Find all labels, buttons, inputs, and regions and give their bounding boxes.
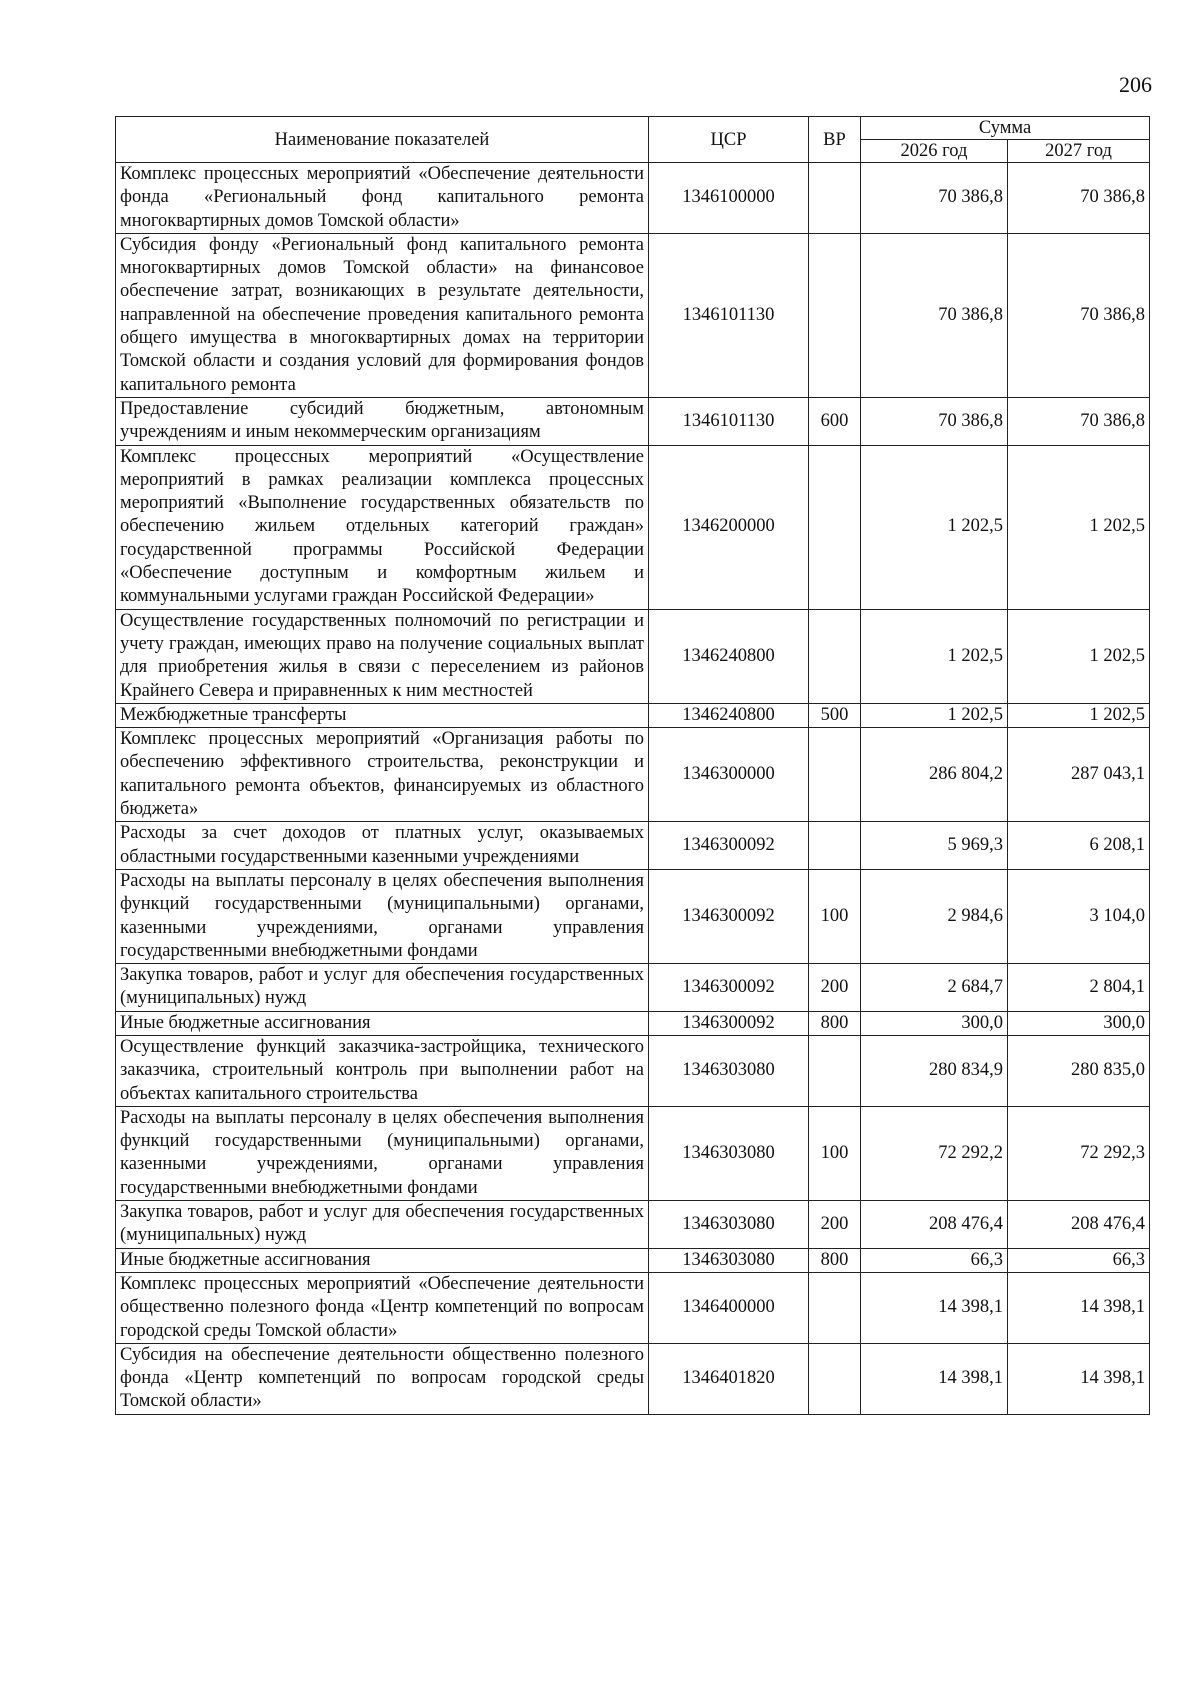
row-vr bbox=[809, 445, 861, 609]
header-sum: Сумма bbox=[861, 117, 1150, 140]
row-sum-2026: 72 292,2 bbox=[861, 1106, 1008, 1200]
row-vr bbox=[809, 163, 861, 234]
row-sum-2027: 300,0 bbox=[1008, 1011, 1150, 1035]
row-vr bbox=[809, 1343, 861, 1414]
row-sum-2026: 300,0 bbox=[861, 1011, 1008, 1035]
table-row bbox=[116, 163, 1150, 234]
row-vr bbox=[809, 609, 861, 703]
row-sum-2026: 280 834,9 bbox=[861, 1035, 1008, 1106]
row-sum-2026: 2 984,6 bbox=[861, 869, 1008, 963]
row-sum-2027: 70 386,8 bbox=[1008, 163, 1150, 234]
row-name: Расходы на выплаты персоналу в целях обеспечения выполнения функций государственными (муниципальными) органами, казенными учреждениями, органами управления государственными внебюджетными фондами bbox=[116, 869, 649, 963]
row-name: Закупка товаров, работ и услуг для обеспечения государственных (муниципальных) нужд bbox=[116, 964, 649, 1012]
row-sum-2026: 1 202,5 bbox=[861, 609, 1008, 703]
row-sum-2026: 2 684,7 bbox=[861, 964, 1008, 1012]
table-row bbox=[116, 233, 1150, 397]
row-csr: 1346300092 bbox=[649, 1011, 809, 1035]
row-vr: 100 bbox=[809, 1106, 861, 1200]
row-csr: 1346303080 bbox=[649, 1106, 809, 1200]
row-csr: 1346200000 bbox=[649, 445, 809, 609]
row-sum-2026: 66,3 bbox=[861, 1248, 1008, 1272]
table-row bbox=[116, 822, 1150, 870]
row-sum-2026: 70 386,8 bbox=[861, 233, 1008, 397]
table-row bbox=[116, 1272, 1150, 1343]
row-csr: 1346401820 bbox=[649, 1343, 809, 1414]
table-row bbox=[116, 1248, 1150, 1272]
row-name: Осуществление функций заказчика-застройщика, технического заказчика, строительный контроль при выполнении работ на объектах капитального строительства bbox=[116, 1035, 649, 1106]
header-year-2026: 2026 год bbox=[861, 140, 1008, 163]
row-name: Осуществление государственных полномочий по регистрации и учету граждан, имеющих право на получение социальных выплат для приобретения жилья в связи с переселением из районов Крайнего Севера и приравненных к ним местностей bbox=[116, 609, 649, 703]
row-name: Субсидия на обеспечение деятельности общественно полезного фонда «Центр компетенций по вопросам городской среды Томской области» bbox=[116, 1343, 649, 1414]
table-row bbox=[116, 609, 1150, 703]
table-row bbox=[116, 1201, 1150, 1249]
row-sum-2026: 1 202,5 bbox=[861, 445, 1008, 609]
row-sum-2027: 1 202,5 bbox=[1008, 445, 1150, 609]
row-csr: 1346400000 bbox=[649, 1272, 809, 1343]
row-sum-2026: 286 804,2 bbox=[861, 728, 1008, 822]
row-vr: 200 bbox=[809, 1201, 861, 1249]
row-name: Межбюджетные трансферты bbox=[116, 703, 649, 727]
row-sum-2027: 3 104,0 bbox=[1008, 869, 1150, 963]
row-csr: 1346303080 bbox=[649, 1201, 809, 1249]
table-row bbox=[116, 869, 1150, 963]
row-sum-2027: 70 386,8 bbox=[1008, 233, 1150, 397]
table-row bbox=[116, 703, 1150, 727]
row-csr: 1346300092 bbox=[649, 822, 809, 870]
row-name: Расходы на выплаты персоналу в целях обеспечения выполнения функций государственными (муниципальными) органами, казенными учреждениями, органами управления государственными внебюджетными фондами bbox=[116, 1106, 649, 1200]
row-vr: 600 bbox=[809, 397, 861, 445]
table-row bbox=[116, 1035, 1150, 1106]
row-csr: 1346240800 bbox=[649, 609, 809, 703]
row-sum-2026: 208 476,4 bbox=[861, 1201, 1008, 1249]
row-sum-2026: 1 202,5 bbox=[861, 703, 1008, 727]
header-name: Наименование показателей bbox=[116, 117, 649, 163]
row-name: Иные бюджетные ассигнования bbox=[116, 1011, 649, 1035]
row-vr bbox=[809, 233, 861, 397]
row-name: Комплекс процессных мероприятий «Осуществление мероприятий в рамках реализации комплекса процессных мероприятий «Выполнение государственных обязательств по обеспечению жильем отдельных категорий граждан» государственной программы Российской Федерации «Обеспечение доступным и комфортным жильем и коммунальными услугами граждан Российской Федерации» bbox=[116, 445, 649, 609]
row-sum-2027: 66,3 bbox=[1008, 1248, 1150, 1272]
row-sum-2027: 14 398,1 bbox=[1008, 1343, 1150, 1414]
page-number: 206 bbox=[1119, 72, 1152, 97]
row-name: Расходы за счет доходов от платных услуг, оказываемых областными государственными казенными учреждениями bbox=[116, 822, 649, 870]
budget-table bbox=[115, 116, 1150, 1415]
table-row bbox=[116, 397, 1150, 445]
row-sum-2027: 1 202,5 bbox=[1008, 703, 1150, 727]
row-sum-2027: 1 202,5 bbox=[1008, 609, 1150, 703]
row-sum-2026: 14 398,1 bbox=[861, 1272, 1008, 1343]
row-csr: 1346300092 bbox=[649, 964, 809, 1012]
table-row bbox=[116, 445, 1150, 609]
row-name: Комплекс процессных мероприятий «Организация работы по обеспечению эффективного строительства, реконструкции и капитального ремонта объектов, финансируемых из областного бюджета» bbox=[116, 728, 649, 822]
row-name: Иные бюджетные ассигнования bbox=[116, 1248, 649, 1272]
row-sum-2027: 208 476,4 bbox=[1008, 1201, 1150, 1249]
header-csr: ЦСР bbox=[649, 117, 809, 163]
row-vr bbox=[809, 1272, 861, 1343]
table-header bbox=[116, 117, 1150, 163]
row-name: Субсидия фонду «Региональный фонд капитального ремонта многоквартирных домов Томской области» на финансовое обеспечение затрат, возникающих в результате деятельности, направленной на обеспечение проведения капитального ремонта общего имущества в многоквартирных домах на территории Томской области и создания условий для формирования фондов капитального ремонта bbox=[116, 233, 649, 397]
row-vr: 200 bbox=[809, 964, 861, 1012]
row-name: Комплекс процессных мероприятий «Обеспечение деятельности фонда «Региональный фонд капитального ремонта многоквартирных домов Томской области» bbox=[116, 163, 649, 234]
row-csr: 1346240800 bbox=[649, 703, 809, 727]
table-body bbox=[116, 163, 1150, 1415]
row-sum-2027: 14 398,1 bbox=[1008, 1272, 1150, 1343]
table-row bbox=[116, 1011, 1150, 1035]
row-vr bbox=[809, 728, 861, 822]
row-csr: 1346101130 bbox=[649, 397, 809, 445]
row-sum-2027: 2 804,1 bbox=[1008, 964, 1150, 1012]
row-sum-2027: 287 043,1 bbox=[1008, 728, 1150, 822]
row-name: Закупка товаров, работ и услуг для обеспечения государственных (муниципальных) нужд bbox=[116, 1201, 649, 1249]
row-csr: 1346300000 bbox=[649, 728, 809, 822]
row-vr bbox=[809, 1035, 861, 1106]
row-csr: 1346300092 bbox=[649, 869, 809, 963]
row-name: Комплекс процессных мероприятий «Обеспечение деятельности общественно полезного фонда «Центр компетенций по вопросам городской среды Томской области» bbox=[116, 1272, 649, 1343]
row-csr: 1346100000 bbox=[649, 163, 809, 234]
row-csr: 1346101130 bbox=[649, 233, 809, 397]
row-vr: 800 bbox=[809, 1248, 861, 1272]
header-vr: ВР bbox=[809, 117, 861, 163]
row-sum-2026: 14 398,1 bbox=[861, 1343, 1008, 1414]
row-name: Предоставление субсидий бюджетным, автономным учреждениям и иным некоммерческим организациям bbox=[116, 397, 649, 445]
row-vr: 100 bbox=[809, 869, 861, 963]
row-vr bbox=[809, 822, 861, 870]
table-row bbox=[116, 1106, 1150, 1200]
row-csr: 1346303080 bbox=[649, 1035, 809, 1106]
row-sum-2027: 280 835,0 bbox=[1008, 1035, 1150, 1106]
row-sum-2027: 70 386,8 bbox=[1008, 397, 1150, 445]
row-sum-2027: 72 292,3 bbox=[1008, 1106, 1150, 1200]
row-sum-2026: 5 969,3 bbox=[861, 822, 1008, 870]
table-row bbox=[116, 728, 1150, 822]
row-sum-2026: 70 386,8 bbox=[861, 397, 1008, 445]
row-csr: 1346303080 bbox=[649, 1248, 809, 1272]
row-vr: 800 bbox=[809, 1011, 861, 1035]
table-row bbox=[116, 964, 1150, 1012]
table-row bbox=[116, 1343, 1150, 1414]
row-sum-2027: 6 208,1 bbox=[1008, 822, 1150, 870]
row-vr: 500 bbox=[809, 703, 861, 727]
row-sum-2026: 70 386,8 bbox=[861, 163, 1008, 234]
header-year-2027: 2027 год bbox=[1008, 140, 1150, 163]
